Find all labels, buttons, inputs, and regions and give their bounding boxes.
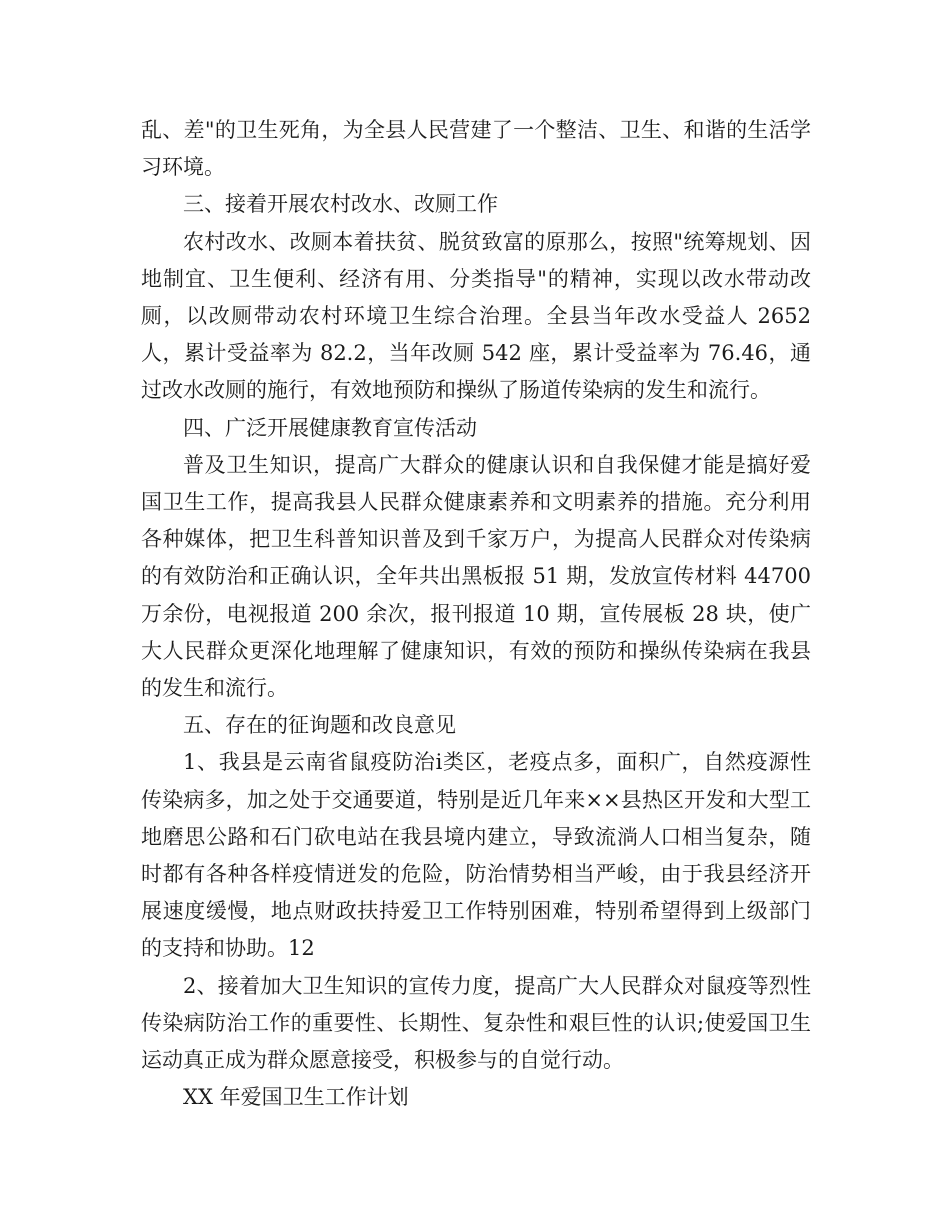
- section-heading-5: 五、存在的征询题和改良意见: [183, 713, 456, 738]
- plan-title: XX 年爱国卫生工作计划: [183, 1085, 409, 1110]
- section-heading-3: 三、接着开展农村改水、改厕工作: [183, 192, 498, 217]
- body-paragraph: 1、我县是云南省鼠疫防治ⅰ类区，老疫点多，面积广，自然疫源性传染病多，加之处于交通要道，特别是近几年来××县热区开发和大型工地磨思公路和石门砍电站在我县境内建立，导致流淌人口相当复杂，随时都有各种各样疫情迸发的危险，防治情势相当严峻，由于我县经济开展速度缓慢，地点财政扶持爱卫工作特别困难，特别希望得到上级部门的支持和协助。12: [141, 750, 811, 961]
- document-body: [141, 112, 811, 1116]
- body-paragraph: 普及卫生知识，提高广大群众的健康认识和自我保健才能是搞好爱国卫生工作，提高我县人民群众健康素养和文明素养的措施。充分利用各种媒体，把卫生科普知识普及到千家万户，为提高人民群众对传染病的有效防治和正确认识，全年共出黑板报 51 期，发放宣传材料 44700 万余份，电视报道 200 余次，报刊报道 10 期，宣传展板 28 块，使广大人民群众更深化地理解了健康知识，有效的预防和操纵传染病在我县的发生和流行。: [141, 452, 811, 701]
- body-paragraph: 2、接着加大卫生知识的宣传力度，提高广大人民群众对鼠疫等烈性传染病防治工作的重要性、长期性、复杂性和艰巨性的认识;使爱国卫生运动真正成为群众愿意接受，积极参与的自觉行动。: [141, 973, 811, 1073]
- body-paragraph: 农村改水、改厕本着扶贫、脱贫致富的原那么，按照"统筹规划、因地制宜、卫生便利、经济有用、分类指导"的精神，实现以改水带动改厕，以改厕带动农村环境卫生综合治理。全县当年改水受益人 2652 人，累计受益率为 82.2，当年改厕 542 座，累计受益率为 76.46，通过改水改厕的施行，有效地预防和操纵了肠道传染病的发生和流行。: [141, 229, 811, 403]
- paragraph-continued: 乱、差"的卫生死角，为全县人民营建了一个整洁、卫生、和谐的生活学习环境。: [141, 118, 811, 180]
- section-heading-4: 四、广泛开展健康教育宣传活动: [183, 415, 477, 440]
